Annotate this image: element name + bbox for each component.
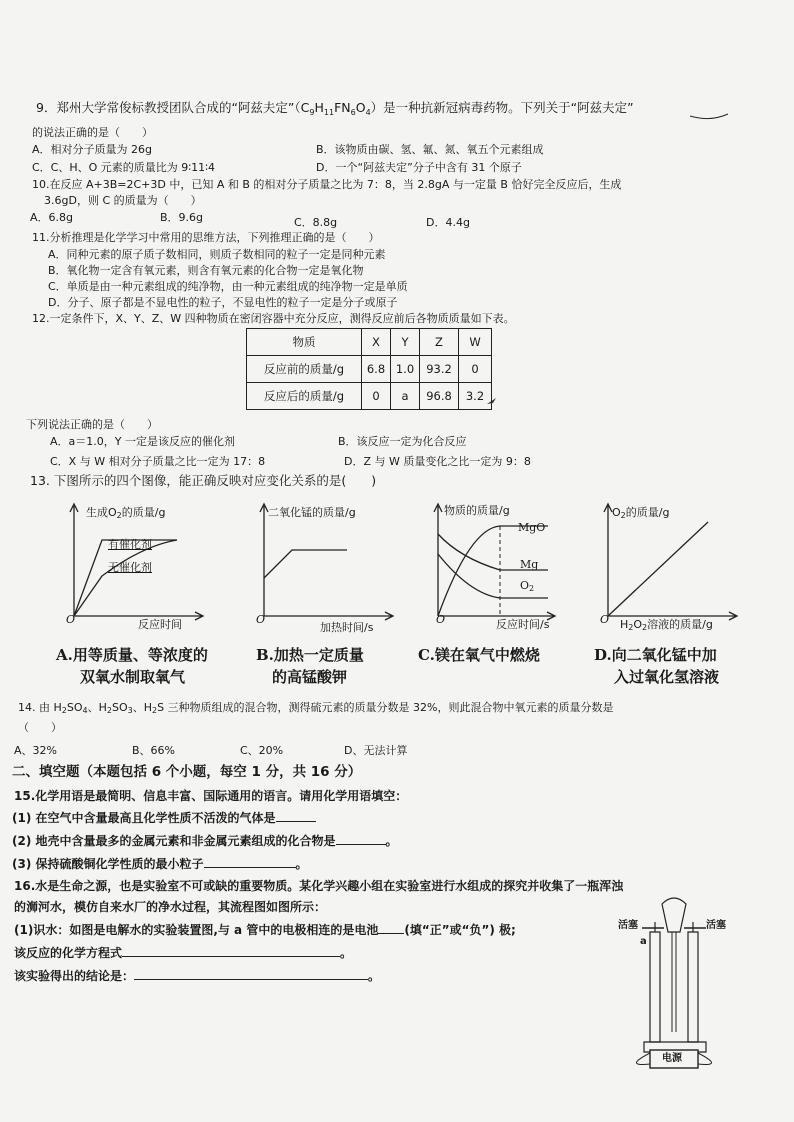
q14-paren: （ ） — [18, 721, 62, 734]
valve-left-label: 活塞 — [618, 920, 638, 931]
q14-stem: 14. 由 $H_2SO_4$、$H_2SO_3$、$H_2S$ 三种物质组成的混合物，测得硫元素的质量分数是 32%，则此混合物中氧元素的质量分数是 — [18, 701, 614, 715]
table-cell: Z — [420, 329, 459, 356]
q15-item1: (1) 在空气中含量最高且化学性质不活泼的气体是 — [12, 810, 316, 826]
q12-option-b: B．该反应一定为化合反应 — [338, 435, 467, 448]
table-cell: X — [362, 329, 391, 356]
power-label: 电源 — [662, 1053, 682, 1064]
caption-d-line2: 入过氧化氢溶液 — [614, 668, 720, 686]
q9-option-c: C．C、H、O 元素的质量比为 9∶11∶4 — [32, 161, 216, 174]
table-cell: 93.2 — [420, 356, 459, 383]
graph-a-xlabel: 反应时间 — [138, 618, 182, 631]
table-cell: Y — [391, 329, 420, 356]
graph-a-curve2-label: 无催化剂 — [108, 561, 152, 574]
section-2-title: 二、填空题（本题包括 6 个小题，每空 1 分，共 16 分） — [12, 764, 362, 780]
q16-item3: 该实验得出的结论是： 。 — [14, 969, 381, 983]
q16-stem: 16.水是生命之源，也是实验室不可或缺的重要物质。某化学兴趣小组在实验室进行水组成的探究并收集了一瓶浑浊 — [14, 879, 624, 893]
tube-a-label: a — [640, 936, 647, 947]
table-cell: 6.8 — [362, 356, 391, 383]
valve-right-label: 活塞 — [706, 920, 726, 931]
q14-option-d: D、无法计算 — [344, 744, 408, 757]
table-cell: 96.8 — [420, 383, 459, 410]
table-cell: 反应后的质量/g — [247, 383, 362, 410]
q10-stem: 10.在反应 A+3B=2C+3D 中，已知 A 和 B 的相对分子质量之比为 7：8，当 2.8gA 与一定量 B 恰好完全反应后，生成 — [32, 178, 622, 191]
graph-a-ylabel: 生成$O_2$的质量/g — [86, 506, 166, 520]
graph-b-origin: O — [256, 613, 266, 626]
graph-d-ylabel: $O_2$的质量/g — [612, 506, 670, 520]
q10-option-d: D．4.4g — [426, 216, 470, 229]
caption-b-line2: 的高锰酸钾 — [272, 668, 348, 686]
curve-mno2 — [264, 550, 347, 578]
table-cell: W — [459, 329, 492, 356]
q9-stem2: 的说法正确的是（ ） — [32, 126, 153, 139]
graph-c-origin: O — [436, 613, 446, 626]
table-cell: 物质 — [247, 329, 362, 356]
table-cell: 0 — [459, 356, 492, 383]
graph-c-series-mg: Mg — [520, 558, 539, 571]
q9-option-b: B．该物质由碳、氢、氟、氮、氧五个元素组成 — [316, 143, 544, 156]
graph-a-origin: O — [66, 613, 76, 626]
q12-option-a: A．a＝1.0，Y 一定是该反应的催化剂 — [50, 435, 235, 448]
table-cell: 1.0 — [391, 356, 420, 383]
table-cell: 反应前的质量/g — [247, 356, 362, 383]
q12-option-c: C．X 与 W 相对分子质量之比一定为 17：8 — [50, 455, 266, 468]
graph-c-xlabel: 反应时间/s — [496, 618, 550, 631]
q10-option-c: C．8.8g — [294, 216, 338, 229]
graph-c-series-o2: $O_2$ — [520, 579, 535, 593]
q11-stem: 11.分析推理是化学学习中常用的思维方法，下列推理正确的是（ ） — [32, 231, 380, 244]
q16-stem2: 的浉河水，模仿自来水厂的净水过程，其流程图如图所示： — [14, 900, 327, 914]
q11-option-b: B．氧化物一定含有氧元素，则含有氧元素的化合物一定是氧化物 — [48, 264, 364, 277]
q14-option-b: B、66% — [132, 744, 175, 757]
graph-c-ylabel: 物质的质量/g — [444, 504, 510, 517]
q10-option-a: A．6.8g — [30, 211, 74, 224]
table-cell: a — [391, 383, 420, 410]
table-row — [247, 356, 492, 383]
q10-stem2: 3.6gD，则 C 的质量为（ ） — [44, 194, 202, 207]
graph-d-origin: O — [600, 613, 610, 626]
q12-ask: 下列说法正确的是（ ） — [26, 418, 158, 431]
table-row — [247, 383, 492, 410]
q16-item2: 该反应的化学方程式 。 — [14, 946, 353, 960]
q9-option-a: A．相对分子质量为 26g — [32, 143, 153, 156]
caption-b-line1: B.加热一定质量 — [256, 646, 364, 664]
q14-option-a: A、32% — [14, 744, 57, 757]
graph-a-curve1-label: 有催化剂 — [108, 538, 152, 551]
q12-option-d: D．Z 与 W 质量变化之比一定为 9：8 — [344, 455, 531, 468]
q12-mass-table — [246, 328, 492, 410]
graph-d-xlabel: $H_2O_2$溶液的质量/g — [620, 618, 713, 632]
q13-stem: 13. 下图所示的四个图像，能正确反映对应变化关系的是( ) — [30, 473, 377, 488]
q12-stem: 12.一定条件下，X、Y、Z、W 四种物质在密闭容器中充分反应，测得反应前后各物质质量如下表。 — [32, 312, 515, 325]
graph-b-xlabel: 加热时间/s — [320, 621, 374, 634]
pen-mark-icon — [486, 396, 498, 406]
q15-stem: 15.化学用语是最简明、信息丰富、国际通用的语言。请用化学用语填空： — [14, 789, 408, 803]
table-cell: 0 — [362, 383, 391, 410]
q15-item3: (3) 保持硫酸铜化学性质的最小粒子 。 — [12, 857, 308, 871]
q15-item2: (2) 地壳中含量最多的金属元素和非金属元素组成的化合物是 。 — [12, 834, 398, 848]
caption-d-line1: D.向二氧化锰中加 — [594, 646, 717, 664]
caption-c-line1: C.镁在氧气中燃烧 — [418, 646, 540, 664]
q9-stem: 9．郑州大学常俊标教授团队合成的“阿兹夫定$”(C_9H_{11}FN_6O_4)$是一种抗新冠病毒药物。下列关于“阿兹夫定” — [36, 100, 634, 117]
q9-option-d: D．一个“阿兹夫定”分子中含有 31 个原子 — [316, 161, 522, 174]
caption-a-line2: 双氧水制取氧气 — [80, 668, 186, 686]
q14-option-c: C、20% — [240, 744, 284, 757]
table-row — [247, 329, 492, 356]
q11-option-a: A．同种元素的原子质子数相同，则质子数相同的粒子一定是同种元素 — [48, 248, 386, 261]
handwritten-underline — [690, 112, 730, 122]
table-cell: 3.2 — [459, 383, 492, 410]
graph-b-ylabel: 二氧化锰的质量/g — [268, 506, 356, 519]
q11-option-d: D．分子、原子都是不显电性的粒子，不显电性的粒子一定是分子或原子 — [48, 296, 398, 309]
q10-option-b: B．9.6g — [160, 211, 204, 224]
q16-item1: (1)识水：如图是电解水的实验装置图,与 a 管中的电极相连的是电池 (填“正”或“负”) 极; — [14, 923, 516, 937]
graph-c-series-mgo: MgO — [518, 521, 546, 534]
line-o2 — [608, 522, 708, 616]
caption-a-line1: A.用等质量、等浓度的 — [56, 646, 208, 664]
q11-option-c: C．单质是由一种元素组成的纯净物，由一种元素组成的纯净物一定是单质 — [48, 280, 408, 293]
